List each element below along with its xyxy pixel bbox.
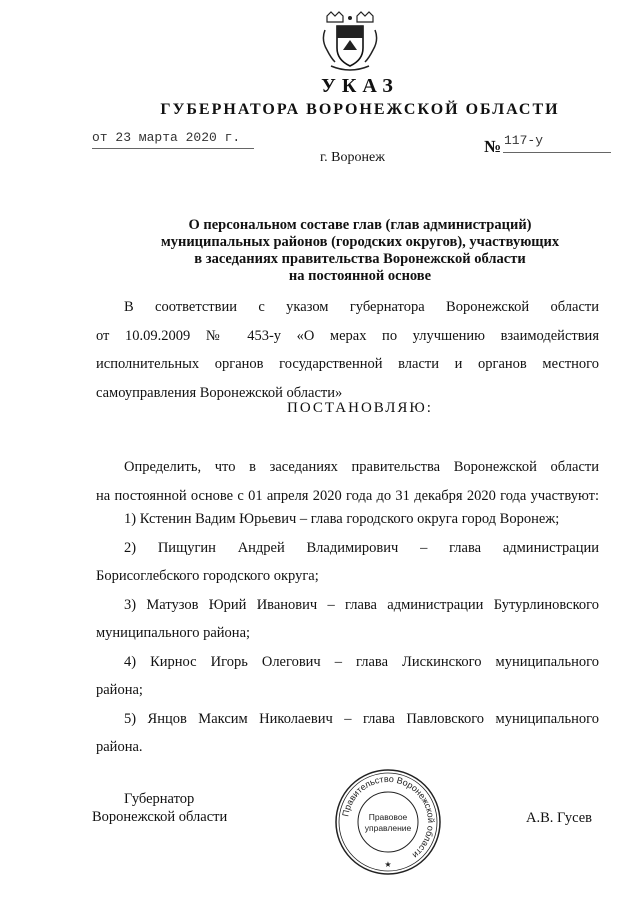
document-title: УКАЗ (321, 75, 399, 97)
heading-line: О персональном составе глав (глав администраций) (188, 217, 532, 233)
stamp-ring-text: Правительство Воронежской области (340, 773, 437, 861)
stamp-star: ★ (384, 860, 392, 869)
document-city: г. Воронеж (320, 150, 385, 165)
list-item: 1) Кстенин Вадим Юрьевич – глава городского округа город Воронеж; (124, 511, 560, 527)
decree-word: ПОСТАНОВЛЯЮ: (287, 400, 433, 416)
stamp-center-line: Правовое (368, 812, 408, 822)
list-item-continuation: района; (96, 682, 143, 698)
list-item: 2) Пищугин Андрей Владимирович – глава администрации (124, 539, 599, 556)
stamp-center-line: управление (364, 823, 412, 833)
document-subtitle: ГУБЕРНАТОРА ВОРОНЕЖСКОЙ ОБЛАСТИ (160, 101, 560, 118)
signatory-title-line: Губернатор (124, 791, 195, 807)
intro-line: от 10.09.2009 № 453-у «О мерах по улучшению взаимодействия (96, 327, 599, 344)
list-item: 3) Матузов Юрий Иванович – глава администрации Бутурлиновского (124, 596, 599, 613)
heading-line: в заседаниях правительства Воронежской области (194, 251, 526, 267)
signatory-name: А.В. Гусев (526, 810, 592, 826)
list-item: 4) Кирнос Игорь Олегович – глава Лискинского муниципального (124, 653, 599, 670)
definition-paragraph (96, 453, 599, 510)
intro-line: В соответствии с указом губернатора Воронежской области (124, 299, 599, 315)
list-item-continuation: муниципального района; (96, 625, 251, 641)
definition-line: Определить, что в заседаниях правительства Воронежской области (124, 459, 599, 475)
document-date: от 23 марта 2020 г. (92, 130, 254, 149)
document-number: 117-у (503, 133, 611, 153)
document-heading (100, 217, 620, 285)
appointee-list (96, 505, 599, 762)
heading-line: на постоянной основе (288, 268, 432, 284)
signatory-title-line: Воронежской области (92, 809, 228, 825)
intro-paragraph (96, 293, 599, 407)
intro-line: самоуправления Воронежской области» (96, 384, 343, 401)
definition-line: на постоянной основе с 01 апреля 2020 года до 31 декабря 2020 года участвуют: (96, 487, 599, 504)
official-stamp (333, 767, 443, 877)
coat-of-arms-emblem (321, 10, 379, 72)
list-item-continuation: района. (96, 739, 143, 755)
heading-line: муниципальных районов (городских округов), участвующих (160, 234, 560, 250)
list-item: 5) Янцов Максим Николаевич – глава Павловского муниципального (124, 710, 599, 727)
signatory-title (92, 790, 227, 826)
document-number-label: № (484, 137, 502, 156)
list-item-continuation: Борисоглебского городского округа; (96, 568, 319, 584)
intro-line: исполнительных органов государственной власти и органов местного (96, 356, 599, 372)
